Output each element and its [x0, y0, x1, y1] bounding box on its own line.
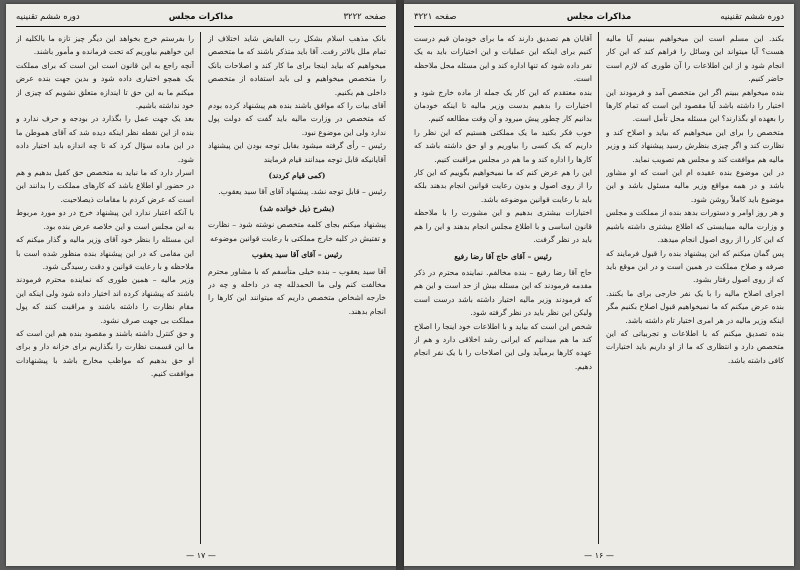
running-head	[16, 10, 386, 26]
paragraph: اجرای اصلاح مالیه را با یک نفر خارجی برای ما بکنند. بنده عرض میکنم که ما نمیخواهیم قبول اصلاح بکنیم مگر اینکه وزیر مالیه در هر امری اختیار تام داشته باشد.	[606, 288, 784, 325]
paragraph: این مسئله را بنظر خود آقای وزیر مالیه و گذار میکنم که این مقامی که در این پیشنهاد بنده منظور شده است با ملاحظه و با رعایت قوانین و دقت رسیدگی شود.	[16, 235, 194, 271]
paragraph: بکند. این مسلم است این میخواهیم ببینیم آیا مالیه هست؟ آیا میتواند این وسائل را فراهم کند که این کار انجام شود و از این اطلاعات را آن طوری که لازم است حاضر کنیم.	[606, 34, 784, 84]
text-column-right	[208, 32, 386, 544]
paragraph: آقا سید یعقوب – بنده خیلی متأسفم که با مشاور محترم مخالفت کنم ولی ما الحمدلله چه در داخله و چه در خارجه اشخاص متخصص داریم که میتوانند این کارها را انجام بدهند.	[208, 266, 386, 316]
paragraph: (بشرح ذیل خوانده شد)	[259, 203, 335, 213]
header-page-number: صفحه ۳۲۲۲	[343, 12, 386, 22]
paragraph: بنده میخواهم ببینم اگر این متخصص آمد و فرمودند این اختیار را داشته باشد آیا مقصود این است که تمام کارها را بعهده او بگذارند؟ این مسئله محل تأمل است.	[606, 87, 784, 124]
paragraph: بنده تصدیق میکنم که با اطلاعات و تجربیاتی که این متخصص دارد و انتظاری که ما از او داریم باید اختیارات کافی داشته باشد.	[606, 328, 784, 365]
left-page	[6, 4, 396, 566]
paragraph: این را هم عرض کنم که ما نمیخواهیم بگوییم که این کار را از روی اصول و بدون رعایت قوانین انجام بدهند بلکه باید با رعایت قوانین موضوعه باشد.	[414, 168, 592, 204]
header-title: مذاکرات مجلس	[566, 12, 632, 22]
header-rule	[414, 26, 784, 27]
paragraph: پیشنهاد میکنم بجای کلمه متخصص نوشته شود – نظارت و تفتیش در کلیه خارج مملکتی با رعایت قوانین موضوعه	[208, 220, 386, 243]
header-title: مذاکرات مجلس	[168, 12, 234, 22]
paragraph: آقای بیات را که موافق باشند بنده هم پیشنهاد کرده بودم که متخصص در وزارت مالیه باید گفت که دولت پول ندارد ولی این موضوع نبود.	[208, 101, 386, 137]
paragraph: بعد یک جهت عمل را بگذارد در بودجه و حرف ندارد و بنده از این نقطه نظر اینکه دیده شد که آقای هموطن ما در این ماده سؤال کرد که تا چه اندازه باید اختیار داده شود.	[16, 114, 194, 164]
paragraph: اسرار دارد که ما نباید به متخصص حق کفیل بدهیم و هم در حضور او اطلاع باشد که کارهای مملکت را بدانند این است که عرض کردم با مقامات ذیصلاحیت.	[16, 168, 194, 204]
paragraph: خوب فکر بکنید ما یک مملکتی هستیم که این نظر را داریم که یک کسی را بیاوریم و او حق داشته باشد که کارها را اداره کند و ما هم در مجلس مراقبت کنیم.	[414, 127, 592, 164]
paragraph: و حق کنترل داشته باشند و مقصود بنده هم این است که ما این قسمت نظارت را بگذاریم برای خزانه دار و برای او حق بدهیم که مواظب مخارج باشد با پیشنهادات موافقت کنیم.	[16, 328, 194, 379]
paragraph: را بفرستم خرج بخواهد این دیگر چیز تازه ما بالکلیه از این خواهیم بیاوریم که تحت فرمانده و مأمور باشند.	[16, 34, 194, 57]
column-rule	[598, 32, 599, 544]
paragraph: آقایان هم تصدیق دارند که ما برای خودمان قیم درست کنیم برای اینکه این عملیات و این اختیارات باید به یک نفر داده شود که تنها اداره کند و این مسئله محل ملاحظه است.	[414, 34, 592, 84]
paragraph: (کمی قیام کردند)	[268, 171, 326, 181]
page-folio: — ۱۶ —	[584, 551, 614, 560]
right-page	[404, 4, 794, 566]
header-rule	[16, 26, 386, 27]
paragraph: در این موضوع بنده عقیده ام این است که او مشاور باشد و در همه مواقع وزیر مالیه مسئول باشد و این موضوع باید کاملاً روشن شود.	[606, 168, 784, 204]
paragraph: بانک مذهب اسلام بشکل رب الفایض شاید اختلاف از تمام ملل بالاتر رفت. آقا باید متذکر باشند که ما متخصص میخواهیم که بیاید اینجا برای ما کار کند و اصلاحات بانک را متخصص میخواهیم و لی باید استفاده از متخصص داخلی هم بکنیم.	[208, 34, 386, 97]
running-head	[414, 10, 784, 26]
paragraph: متخصص را برای این میخواهیم که بیاید و اصلاح کند و نظارت کند و اگر چیزی بنظرش رسید پیشنهاد کند و وزیر مالیه هم موافقت کند و مجلس هم تصویب نماید.	[606, 127, 784, 164]
text-column-right	[606, 32, 784, 544]
paragraph: وزیر مالیه – همین طوری که نماینده محترم فرمودند باشند که پیشنهاد کرده اند اختیار داده شود ولی اینکه این مقام نظارت را داشته باشند و مراقبت کنند که پول مملکت بی جهت صرف نشود.	[16, 275, 194, 325]
paragraph: رئیس – آقای آقا سید یعقوب	[251, 250, 343, 260]
text-column-left	[16, 32, 194, 544]
paragraph: حاج آقا رضا رفیع – بنده مخالفم. نماینده محترم در ذکر مقدمه فرمودند که این مسئله بیش از حد است و این هم که فرمودند وزیر مالیه اختیار داشته باشد درست است ولیکن این نظر باید در نظر گرفته شود.	[414, 267, 592, 318]
column-rule	[200, 32, 201, 544]
paragraph: بنده معتقدم که این کار یک جمله از ماده خارج شود و اختیارات را بدهیم بدست وزیر مالیه تا اینکه خودمان بدانیم کار چطور پیش میرود و آن وقت مطالعه کنیم.	[414, 87, 592, 124]
book-gutter	[396, 0, 404, 570]
paragraph: رئیس – آقای حاج آقا رضا رفیع	[454, 251, 552, 261]
paragraph: با آنکه اعتبار ندارد این پیشنهاد خرج در دو مورد مربوط به این مجلس است و این خلاصه عرض بنده بود.	[16, 208, 194, 231]
paragraph: اختیارات بیشتری بدهیم و این مشورت را با ملاحظه قانون اساسی و با اطلاع مجلس انجام بدهند و این را هم باید در نظر گرفت.	[414, 208, 592, 245]
text-column-left	[414, 32, 592, 544]
header-page-number: صفحه ۳۲۲۱	[414, 12, 457, 22]
paragraph: رئیس – قابل توجه نشد. پیشنهاد آقای آقا سید یعقوب.	[218, 187, 386, 197]
paragraph: رئیس – رأی گرفته میشود بقابل توجه بودن این پیشنهاد آقایانیکه قابل توجه میدانند قیام فرمایند	[208, 141, 386, 164]
paragraph: پس گمان میکنم که این پیشنهاد بنده را قبول فرمایند که صرفه و صلاح مملکت در همین است و در این موقع باید که از روی اصول رفتار بشود.	[606, 248, 784, 285]
paragraph: آنچه راجع به این قانون است این است که برای مملکت یک همچو اختیاری داده شود و بدین جهت بنده عرض میکنم ما به این حق تا ایندازه متعلق نشویم که چیزی از خود نداشته باشیم.	[16, 60, 194, 111]
header-session: دوره ششم تقنینیه	[720, 12, 784, 22]
paragraph: شخص این است که بیاید و با اطلاعات خود اینجا را اصلاح کند ما هم میدانیم که ایرانی رشد اخلاقی دارد و هم از عهده کارها برمیآید ولی این اصلاحات را با یک نفر انجام دهیم.	[414, 321, 592, 371]
page-folio: — ۱۷ —	[186, 551, 216, 560]
header-session: دوره ششم تقنینیه	[16, 12, 80, 22]
paragraph: و هر روز اوامر و دستورات بدهد بنده از مملکت و مجلس و وزارت مالیه میبایستی که اطلاع بیشتری داشته باشیم که این کار را از روی اصول انجام میدهد.	[606, 208, 784, 245]
